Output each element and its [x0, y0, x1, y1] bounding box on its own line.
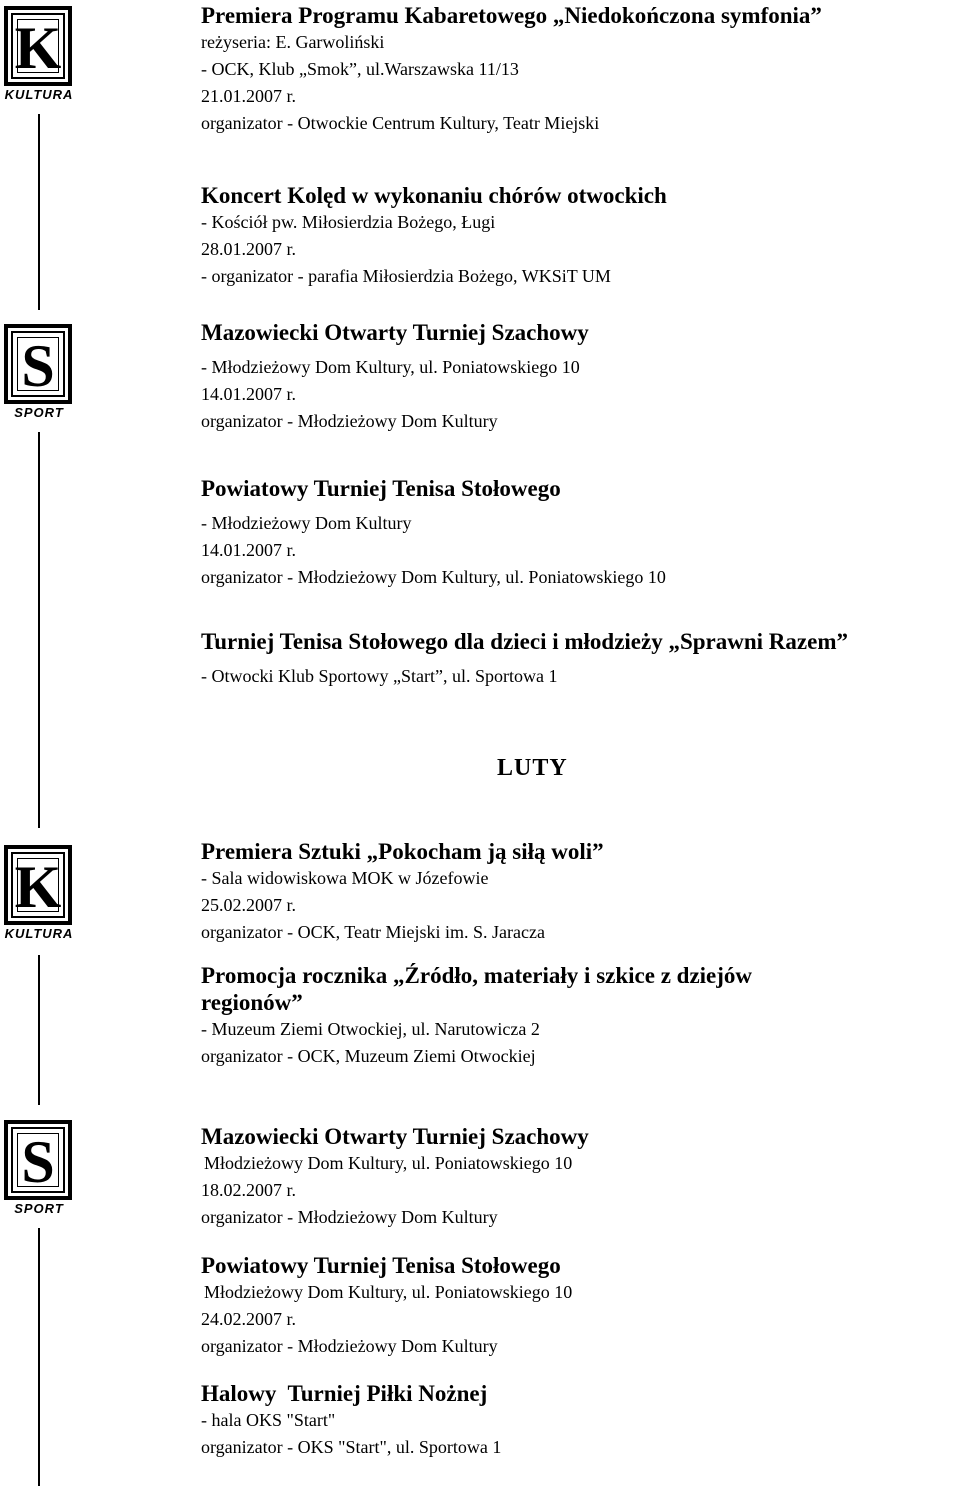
event-line: organizator - Młodzieżowy Dom Kultury — [201, 1207, 498, 1227]
event-line: organizator - OCK, Muzeum Ziemi Otwockiej — [201, 1046, 536, 1066]
event-line: - hala OKS "Start" — [201, 1410, 336, 1430]
event-line: Młodzieżowy Dom Kultury, ul. Poniatowskiego 10 — [204, 1282, 573, 1302]
event-line: 28.01.2007 r. — [201, 239, 297, 259]
event-line: organizator - Młodzieżowy Dom Kultury, ul. Poniatowskiego 10 — [201, 567, 666, 587]
event-line: organizator - Młodzieżowy Dom Kultury — [201, 411, 498, 431]
event-entry — [201, 1123, 959, 1231]
event-line: 21.01.2007 r. — [201, 86, 297, 106]
event-title: Mazowiecki Otwarty Turniej Szachowy — [201, 1124, 589, 1149]
divider-line — [38, 1228, 40, 1486]
event-line: - organizator - parafia Miłosierdzia Bożego, WKSiT UM — [201, 266, 611, 286]
event-line: - Młodzieżowy Dom Kultury — [201, 513, 412, 533]
event-line: 14.01.2007 r. — [201, 540, 297, 560]
event-title: Promocja rocznika „Źródło, materiały i szkice z dziejów — [201, 963, 753, 988]
month-header: LUTY — [497, 755, 568, 781]
event-entry — [201, 2, 959, 137]
event-title: Koncert Kolęd w wykonaniu chórów otwockich — [201, 183, 667, 208]
sport-logo: S SPORT — [2, 324, 76, 420]
event-line: - Muzeum Ziemi Otwockiej, ul. Narutowicza 2 — [201, 1019, 540, 1039]
event-title: Mazowiecki Otwarty Turniej Szachowy — [201, 320, 589, 345]
event-line: - Młodzieżowy Dom Kultury, ul. Poniatowskiego 10 — [201, 357, 580, 377]
event-line: 18.02.2007 r. — [201, 1180, 297, 1200]
event-entry — [201, 1380, 959, 1461]
event-title: Powiatowy Turniej Tenisa Stołowego — [201, 476, 561, 501]
event-line: - Kościół pw. Miłosierdzia Bożego, Ługi — [201, 212, 496, 232]
event-line: - OCK, Klub „Smok”, ul.Warszawska 11/13 — [201, 59, 519, 79]
divider-line — [38, 114, 40, 310]
event-line: organizator - OKS "Start", ul. Sportowa 1 — [201, 1437, 502, 1457]
event-entry — [201, 1252, 959, 1360]
event-line: organizator - Otwockie Centrum Kultury, Teatr Miejski — [201, 113, 600, 133]
kultura-logo: K KULTURA — [2, 845, 76, 941]
kultura-logo: K KULTURA — [2, 6, 76, 102]
event-line: 25.02.2007 r. — [201, 895, 297, 915]
event-line: reżyseria: E. Garwoliński — [201, 32, 385, 52]
event-entry — [201, 475, 959, 591]
event-line: 24.02.2007 r. — [201, 1309, 297, 1329]
event-entry — [201, 319, 959, 435]
event-entry — [201, 182, 959, 290]
event-title: Halowy Turniej Piłki Nożnej — [201, 1381, 488, 1406]
event-title: Premiera Programu Kabaretowego „Niedokończona symfonia” — [201, 3, 822, 28]
event-line: Młodzieżowy Dom Kultury, ul. Poniatowskiego 10 — [204, 1153, 573, 1173]
event-line: 14.01.2007 r. — [201, 384, 297, 404]
event-line: organizator - Młodzieżowy Dom Kultury — [201, 1336, 498, 1356]
event-title: regionów” — [201, 990, 303, 1015]
event-entry — [201, 962, 959, 1070]
event-title: Turniej Tenisa Stołowego dla dzieci i młodzieży „Sprawni Razem” — [201, 629, 848, 654]
event-line: - Otwocki Klub Sportowy „Start”, ul. Sportowa 1 — [201, 666, 558, 686]
divider-line — [38, 955, 40, 1105]
event-entry — [201, 838, 959, 946]
event-title: Powiatowy Turniej Tenisa Stołowego — [201, 1253, 561, 1278]
divider-line — [38, 432, 40, 828]
event-line: organizator - OCK, Teatr Miejski im. S. Jaracza — [201, 922, 545, 942]
event-line: - Sala widowiskowa MOK w Józefowie — [201, 868, 489, 888]
event-entry — [201, 628, 959, 690]
event-title: Premiera Sztuki „Pokocham ją siłą woli” — [201, 839, 604, 864]
sport-logo: S SPORT — [2, 1120, 76, 1216]
